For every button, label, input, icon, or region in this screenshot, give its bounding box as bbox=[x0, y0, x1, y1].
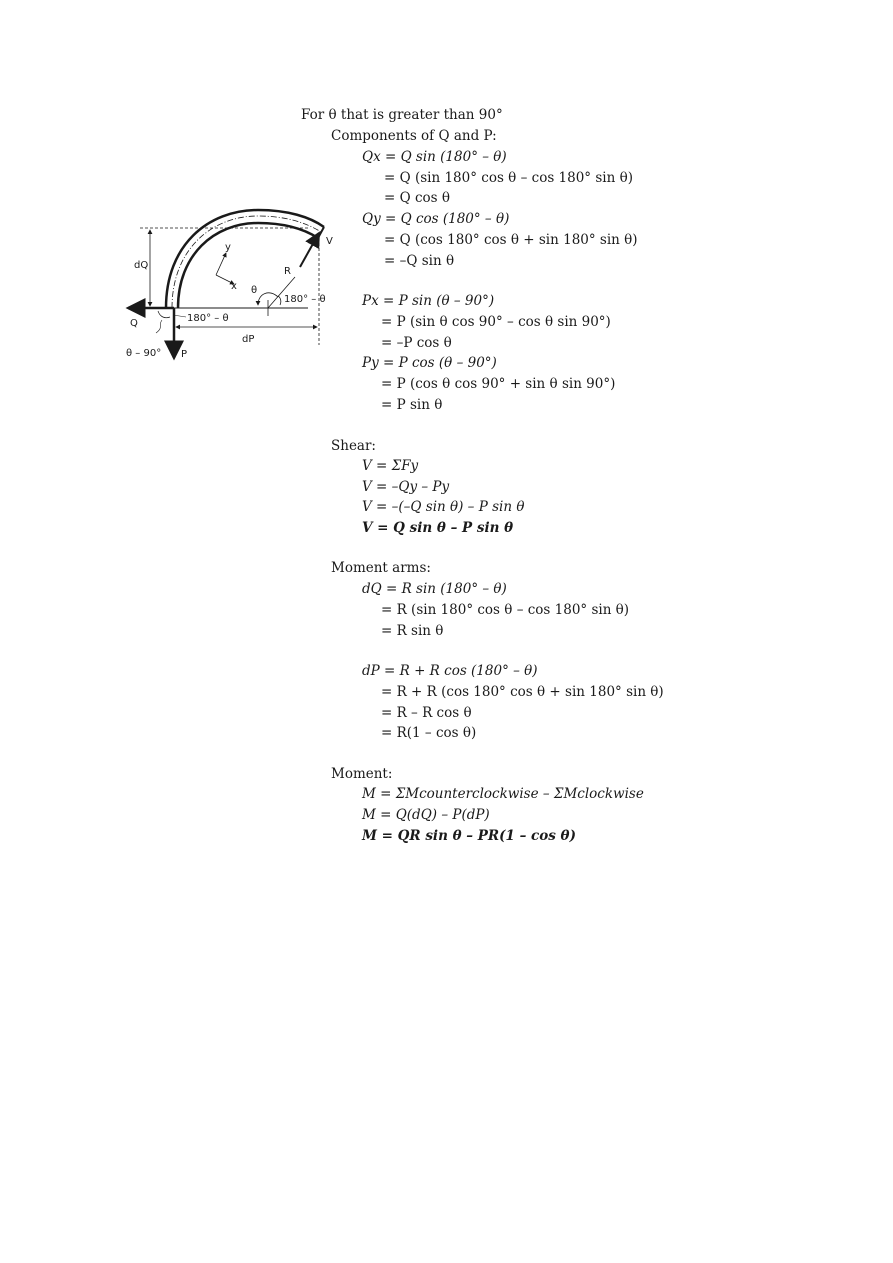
angle-label-left: 180° – θ bbox=[187, 313, 229, 324]
shear-line-4: V = Q sin θ – P sin θ bbox=[362, 520, 514, 536]
curved-beam-figure bbox=[118, 205, 338, 375]
dq-line-2: = R (sin 180° cos θ – cos 180° sin θ) bbox=[381, 602, 630, 618]
theta-label: θ bbox=[251, 285, 258, 296]
arms-title: Moment arms: bbox=[331, 560, 431, 576]
angle-label-right: 180° – θ bbox=[284, 294, 326, 305]
qx-line-1: Qx = Q sin (180° – θ) bbox=[362, 149, 507, 165]
px-line-2: = P (sin θ cos 90° – cos θ sin 90°) bbox=[381, 314, 611, 330]
q-label: Q bbox=[130, 318, 138, 329]
r-label: R bbox=[284, 266, 291, 277]
theta-90-pointer bbox=[156, 320, 162, 333]
dp-line-4: = R(1 – cos θ) bbox=[381, 725, 477, 741]
moment-line-1: M = ΣMcounterclockwise – ΣMclockwise bbox=[362, 786, 644, 802]
dp-line-1: dP = R + R cos (180° – θ) bbox=[362, 663, 538, 679]
theta-90-arc bbox=[158, 311, 170, 318]
qx-line-3: = Q cos θ bbox=[384, 190, 450, 206]
dq-label: dQ bbox=[134, 260, 149, 271]
py-line-2: = P (cos θ cos 90° + sin θ sin 90°) bbox=[381, 376, 616, 392]
beam-end-cap bbox=[318, 227, 324, 238]
py-line-1: Py = P cos (θ – 90°) bbox=[362, 355, 497, 371]
v-label: V bbox=[326, 236, 333, 247]
dp-label: dP bbox=[242, 334, 255, 345]
px-line-1: Px = P sin (θ – 90°) bbox=[362, 293, 495, 309]
components-title: Components of Q and P: bbox=[331, 128, 497, 144]
shear-title: Shear: bbox=[331, 438, 376, 454]
moment-line-2: M = Q(dQ) – P(dP) bbox=[362, 807, 490, 823]
px-line-3: = –P cos θ bbox=[381, 335, 452, 351]
moment-title: Moment: bbox=[331, 766, 393, 782]
qy-line-1: Qy = Q cos (180° – θ) bbox=[362, 211, 510, 227]
qy-line-3: = –Q sin θ bbox=[384, 253, 455, 269]
py-line-3: = P sin θ bbox=[381, 397, 443, 413]
y-axis-arrow bbox=[216, 253, 226, 275]
theta-90-label: θ – 90° bbox=[126, 348, 162, 359]
shear-line-2: V = –Qy – Py bbox=[362, 479, 450, 495]
dq-line-1: dQ = R sin (180° – θ) bbox=[362, 581, 507, 597]
dp-line-3: = R – R cos θ bbox=[381, 705, 472, 721]
angle-arc-right bbox=[278, 296, 281, 305]
qy-line-2: = Q (cos 180° cos θ + sin 180° sin θ) bbox=[384, 232, 638, 248]
p-label: P bbox=[181, 349, 188, 360]
shear-line-3: V = –(–Q sin θ) – P sin θ bbox=[362, 499, 525, 515]
x-axis-label: x bbox=[231, 281, 237, 292]
dp-line-2: = R + R (cos 180° cos θ + sin 180° sin θ) bbox=[381, 684, 664, 700]
shear-line-1: V = ΣFy bbox=[362, 458, 419, 474]
moment-line-3: M = QR sin θ – PR(1 – cos θ) bbox=[362, 828, 576, 844]
dq-line-3: = R sin θ bbox=[381, 623, 444, 639]
v-force-arrow bbox=[300, 233, 319, 267]
y-axis-label: y bbox=[225, 242, 231, 253]
qx-line-2: = Q (sin 180° cos θ – cos 180° sin θ) bbox=[384, 170, 633, 186]
heading: For θ that is greater than 90° bbox=[301, 107, 503, 123]
